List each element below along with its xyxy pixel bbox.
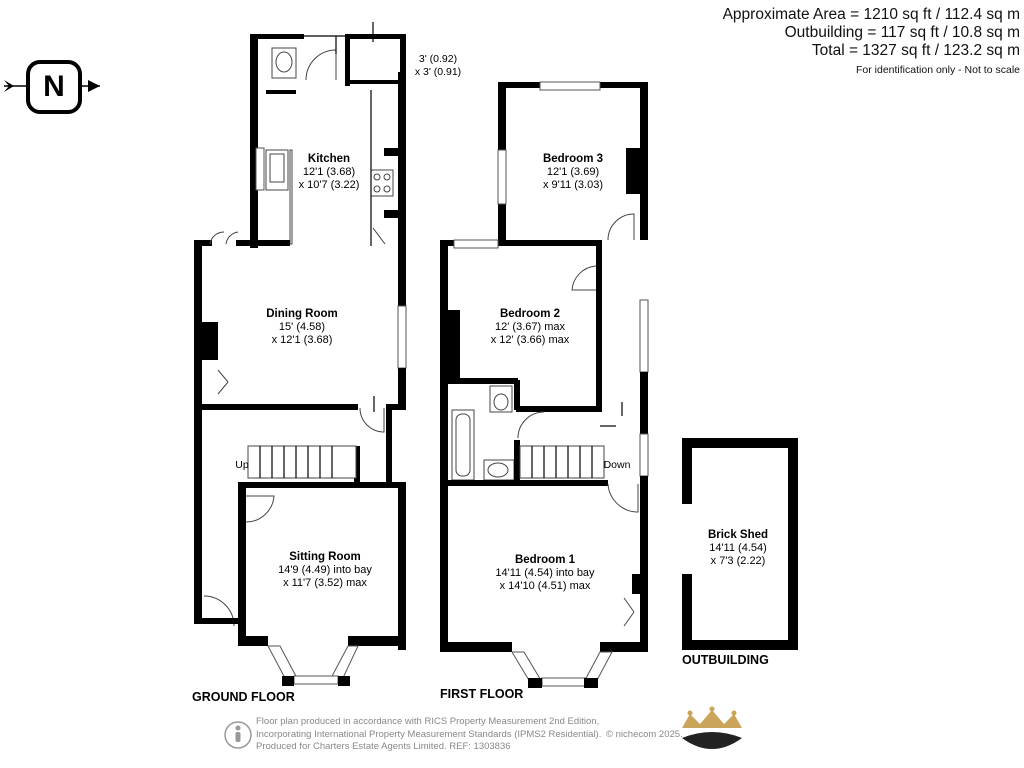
crown-logo-icon (682, 707, 742, 750)
bedroom2-label: Bedroom 2 (499, 308, 561, 320)
store-dim2: x 3' (0.91) (414, 66, 462, 78)
footer-credit: © nichecom 2025. (606, 729, 683, 740)
stairs-ground (248, 446, 356, 478)
shed-label: Brick Shed (707, 529, 769, 541)
dining-dim2: x 12'1 (3.68) (271, 334, 333, 346)
bedroom3-dim2: x 9'11 (3.03) (543, 179, 603, 191)
stairs-up-label: Up (235, 459, 249, 471)
dining-dim1: 15' (4.58) (278, 321, 326, 333)
sitting-label: Sitting Room (289, 551, 361, 563)
sitting-dim1: 14'9 (4.49) into bay (278, 564, 372, 576)
shed-dim1: 14'11 (4.54) (709, 542, 767, 554)
compass-arrow-icon (4, 62, 100, 112)
footer-line-2: Incorporating International Property Measurement Standards (IPMS2 Residential). (256, 728, 602, 740)
kitchen-dim1: 12'1 (3.68) (302, 166, 356, 178)
sitting-dim2: x 11'7 (3.52) max (283, 577, 367, 589)
total-area: Total = 1327 sq ft / 123.2 sq m (811, 42, 1020, 59)
stairs-down-label: Down (603, 459, 631, 471)
compass-letter: N (43, 70, 65, 103)
bedroom1-dim1: 14'11 (4.54) into bay (495, 567, 595, 579)
shed-dim2: x 7'3 (2.22) (710, 555, 766, 567)
footer-text (256, 716, 601, 754)
kitchen-label: Kitchen (307, 153, 351, 165)
approximate-area: Approximate Area = 1210 sq ft / 112.4 sq m (722, 6, 1020, 23)
bedroom2-dim1: 12' (3.67) max (495, 321, 565, 333)
info-person-icon (225, 722, 251, 748)
footer-line-1: Floor plan produced in accordance with RICS Property Measurement 2nd Edition, (256, 716, 600, 727)
scale-note: For identification only - Not to scale (856, 64, 1020, 76)
store-dim1: 3' (0.92) (418, 53, 458, 65)
bedroom3-dim1: 12'1 (3.69) (546, 166, 600, 178)
outbuilding-area: Outbuilding = 117 sq ft / 10.8 sq m (784, 24, 1020, 41)
bedroom1-label: Bedroom 1 (514, 554, 576, 566)
stairs-first (520, 446, 604, 478)
bedroom2-dim2: x 12' (3.66) max (490, 334, 570, 346)
footer-line-3: Produced for Charters Estate Agents Limited. REF: 1303836 (256, 741, 511, 752)
first-floor-title: FIRST FLOOR (440, 687, 524, 701)
ground-floor-title: GROUND FLOOR (192, 690, 295, 704)
bedroom3-label: Bedroom 3 (542, 153, 604, 165)
outbuilding-title: OUTBUILDING (682, 653, 769, 667)
first-floor-plan (440, 82, 648, 688)
bedroom1-dim2: x 14'10 (4.51) max (499, 580, 591, 592)
dining-label: Dining Room (266, 308, 338, 320)
kitchen-dim2: x 10'7 (3.22) (298, 179, 360, 191)
